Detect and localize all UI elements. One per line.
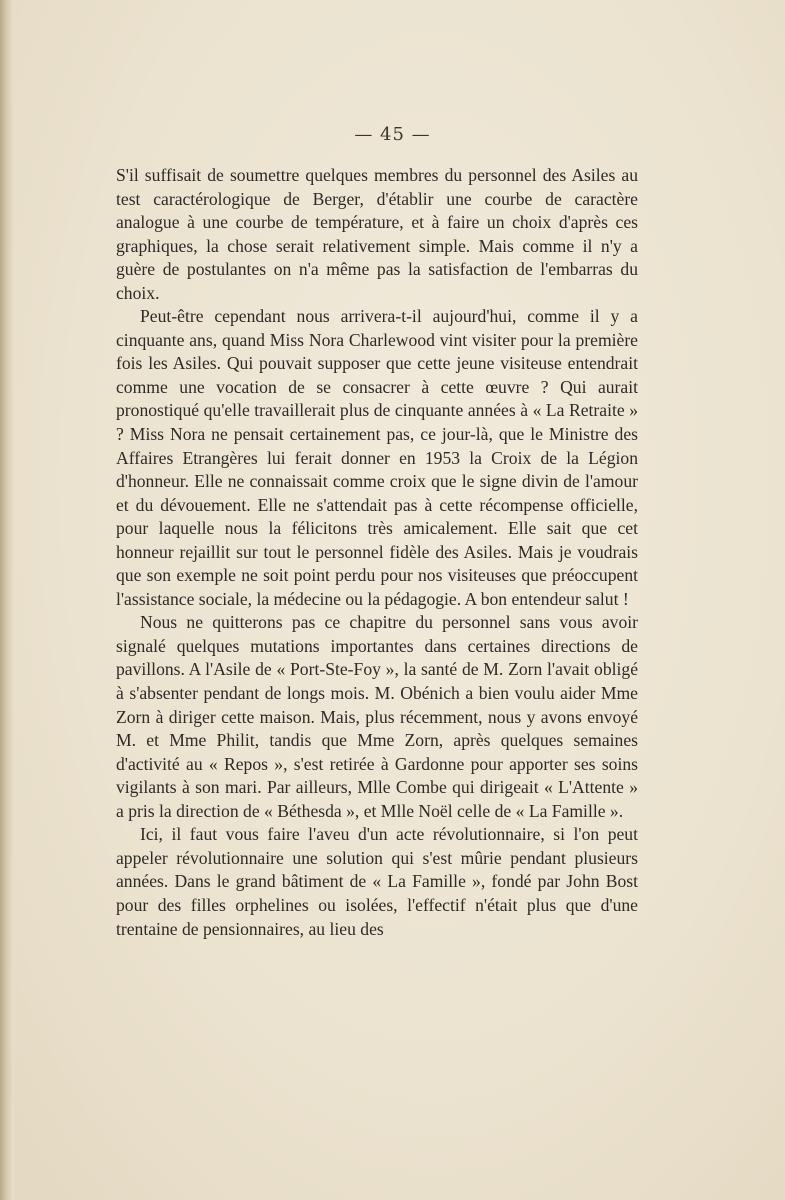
page-number: — 45 —	[354, 124, 431, 145]
body-text	[116, 164, 638, 941]
paragraph-2: Peut-être cependant nous arrivera-t-il aujourd'hui, comme il y a cinquante ans, quand Miss Nora Charlewood vint visiter pour la première fois les Asiles. Qui pouvait supposer que cette jeune visiteuse entendrait comme une vocation de se consacrer à cette œuvre ? Qui aurait pronostiqué qu'elle travaillerait plus de cinquante années à « La Retraite » ? Miss Nora ne pensait certainement pas, ce jour-là, que le Ministre des Affaires Etrangères lui ferait donner en 1953 la Croix de la Légion d'honneur. Elle ne connaissait comme croix que le signe divin de l'amour et du dévouement. Elle ne s'attendait pas à cette récompense officielle, pour laquelle nous la félicitons très amicalement. Elle sait que cet honneur rejaillit sur tout le personnel fidèle des Asiles. Mais je voudrais que son exemple ne soit point perdu pour nos visiteuses que préoccupent l'assistance sociale, la médecine ou la pédagogie. A bon entendeur salut !	[116, 306, 638, 609]
paragraph-3: Nous ne quitterons pas ce chapitre du personnel sans vous avoir signalé quelques mutations importantes dans certaines directions de pavillons. A l'Asile de « Port-Ste-Foy », la santé de M. Zorn l'avait obligé à s'absenter pendant de longs mois. M. Obénich a bien voulu aider Mme Zorn à diriger cette maison. Mais, plus récemment, nous y avons envoyé M. et Mme Philit, tandis que Mme Zorn, après quelques semaines d'activité au « Repos », s'est retirée à Gardonne pour apporter ses soins vigilants à son mari. Par ailleurs, Mlle Combe qui dirigeait « L'Attente » a pris la direction de « Béthesda », et Mlle Noël celle de « La Famille ».	[116, 612, 638, 821]
paragraph-1: S'il suffisait de soumettre quelques membres du personnel des Asiles au test caractérologique de Berger, d'établir une courbe de caractère analogue à une courbe de température, et à faire un choix d'après ces graphiques, la chose serait relativement simple. Mais comme il n'y a guère de postulantes on n'a même pas la satisfaction de l'embarras du choix.	[116, 165, 638, 303]
paragraph-4: Ici, il faut vous faire l'aveu d'un acte révolutionnaire, si l'on peut appeler révolutionnaire une solution qui s'est mûrie pendant plusieurs années. Dans le grand bâtiment de « La Famille », fondé par John Bost pour des filles orphelines ou isolées, l'effectif n'était plus que d'une trentaine de pensionnaires, au lieu des	[116, 824, 638, 939]
page-binding-edge	[0, 0, 14, 1200]
